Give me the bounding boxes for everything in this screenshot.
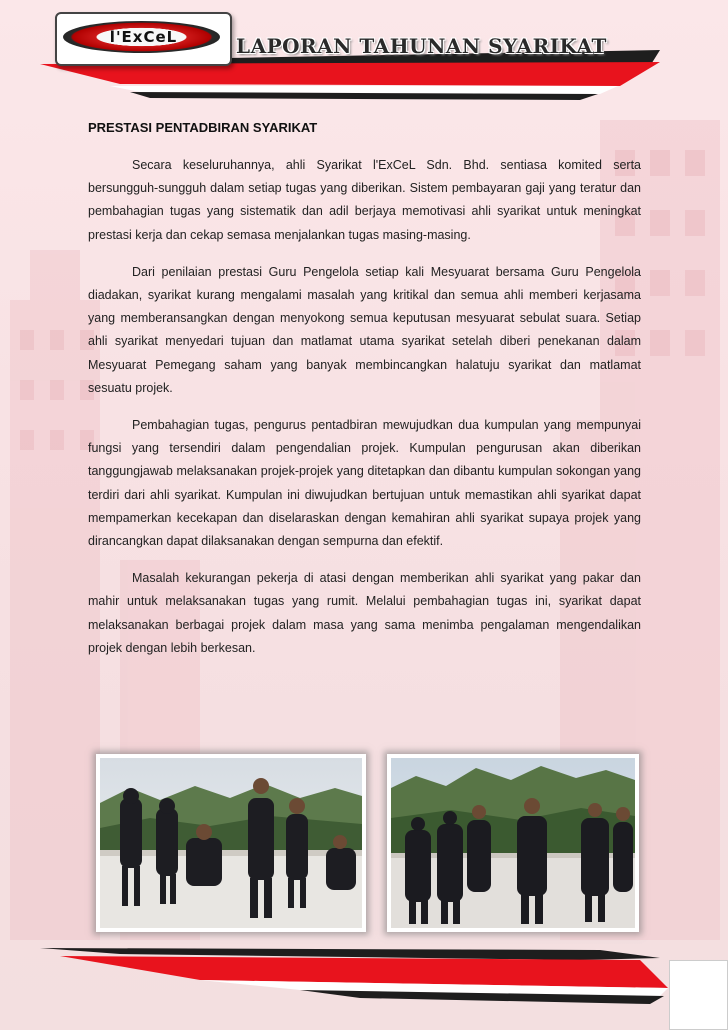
- report-title: LAPORAN TAHUNAN SYARIKAT: [236, 34, 607, 58]
- footer-stripes: [0, 940, 728, 1030]
- paragraph: Dari penilaian prestasi Guru Pengelola setiap kali Mesyuarat bersama Guru Pengelola diadakan, syarikat kurang mengalami masalah yang kritikal dan semua ahli memberi kerjasama yang memberansangkan dengan menyokong semua keputusan mesyuarat sebulat suara. Setiap ahli syarikat menyedari tujuan dan matlamat utama syarikat setelah diberi penekanan dalam Mesyuarat Pemegang saham yang banyak membincangkan halatuju syarikat dan matlamat sesuatu projek.: [88, 264, 641, 395]
- page-corner-box: [669, 960, 728, 1030]
- group-photo-right: [387, 754, 639, 932]
- group-photo-left: [96, 754, 366, 932]
- section-heading: PRESTASI PENTADBIRAN SYARIKAT: [88, 120, 318, 135]
- company-logo: [55, 12, 232, 66]
- main-content: [88, 116, 641, 674]
- logo-text: l'ExCeL: [109, 28, 178, 46]
- paragraph: Masalah kekurangan pekerja di atasi dengan memberikan ahli syarikat yang pakar dan mahir untuk melaksanakan tugas yang rumit. Melalui pembahagian tugas ini, syarikat dapat melaksanakan berbagai projek dalam masa yang sama menimba pengalaman mengendalikan projek dengan lebih berkesan.: [88, 571, 641, 655]
- paragraph: Pembahagian tugas, pengurus pentadbiran mewujudkan dua kumpulan yang mempunyai fungsi yang tersendiri dalam pengendalian projek. Kumpulan pengurusan akan diberikan tanggungjawab melaksanakan projek-projek yang ditetapkan dan dibantu kumpulan sokongan yang terdiri dari ahli syarikat. Kumpulan ini diwujudkan bertujuan untuk memastikan ahli syarikat dapat mempamerkan kecekapan dan diselaraskan dengan kemahiran ahli syarikat supaya projek yang dirancangkan dapat dilaksanakan dengan sempurna dan efektif.: [88, 418, 641, 549]
- paragraph: Secara keseluruhannya, ahli Syarikat l'ExCeL Sdn. Bhd. sentiasa komited serta bersungguh-sungguh dalam setiap tugas yang diberikan. Sistem pembayaran gaji yang teratur dan pembahagian tugas yang sistematik dan adil berjaya memotivasi ahli syarikat untuk meningkat prestasi kerja dan cekap semasa menjalankan tugas masing-masing.: [88, 158, 641, 242]
